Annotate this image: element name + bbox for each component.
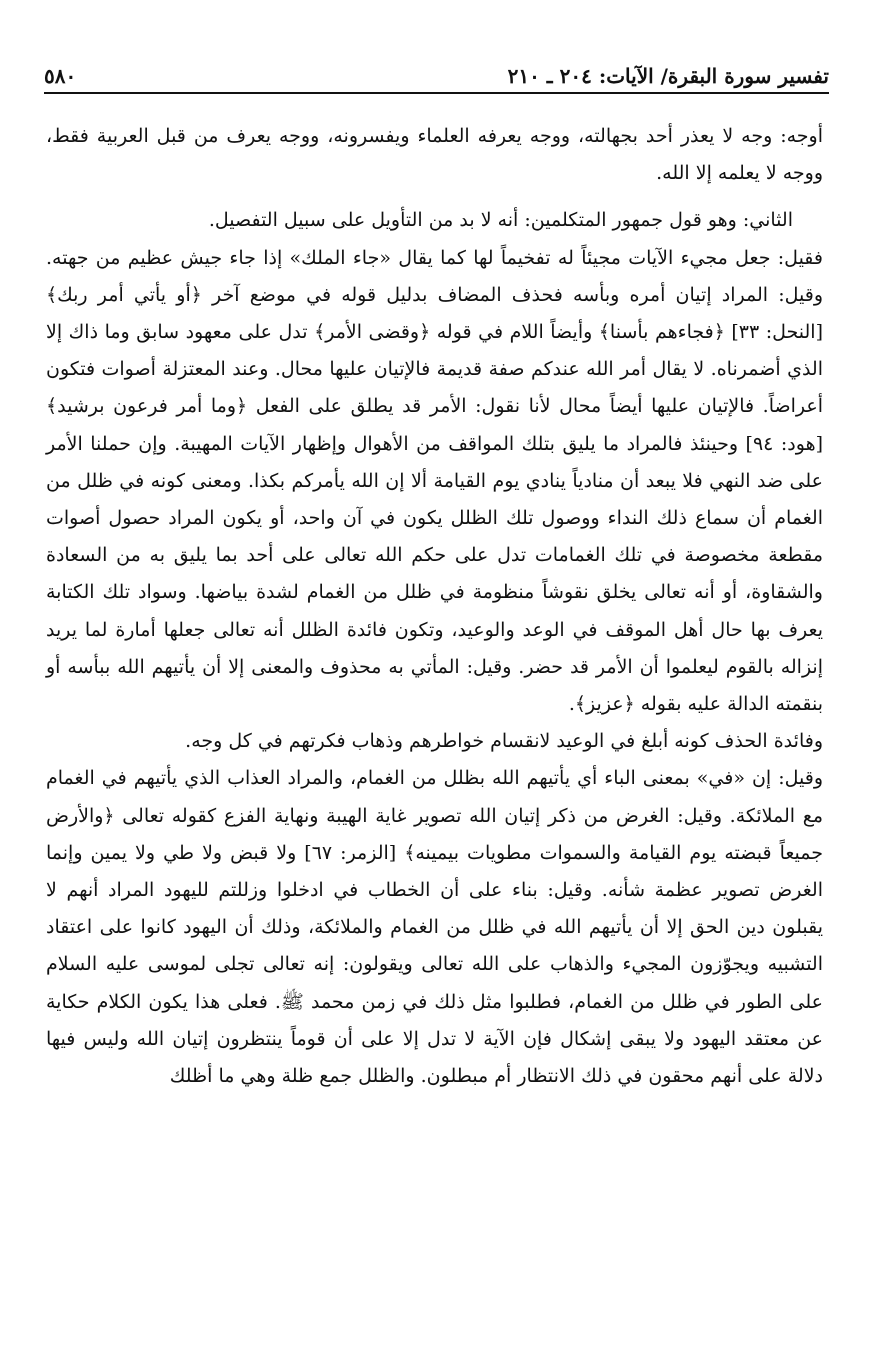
header-rule xyxy=(44,92,829,94)
paragraph: فقيل: جعل مجيء الآيات مجيئاً له تفخيماً لها كما يقال «جاء الملك» إذا جاء جيش عظيم من جهته. وقيل: المراد إتيان أمره وبأسه فحذف المضاف بدليل قوله في موضع آخر ﴿أو يأتي أمر ربك﴾ [النحل: ٣٣] ﴿فجاءهم بأسنا﴾ وأيضاً اللام في قوله ﴿وقضى الأمر﴾ تدل على معهود سابق وما ذاك إلا الذي أضمرناه. لا يقال أمر الله عندكم صفة قديمة فالإتيان عليها محال. وعند المعتزلة أصوات فتكون أعراضاً. فالإتيان عليها أيضاً محال لأنا نقول: الأمر قد يطلق على الفعل ﴿وما أمر فرعون برشيد﴾ [هود: ٩٤] وحينئذ فالمراد ما يليق بتلك المواقف من الأهوال وإظهار الآيات المهيبة. وإن حملنا الأمر على ضد النهي فلا يبعد أن منادياً ينادي يوم القيامة ألا إن الله يأمركم بكذا. ومعنى كونه في ظلل من الغمام أن سماع ذلك النداء ووصول تلك الظلل يكون في آن واحد، أو يكون المراد حصول أصوات مقطعة مخصوصة في تلك الغمامات تدل على حكم الله تعالى على أحد بما يليق به من السعادة والشقاوة، أو أنه تعالى يخلق نقوشاً منظومة في ظلل من الغمام لشدة بياضها. وسواد تلك الكتابة يعرف بها حال أهل الموقف في الوعد والوعيد، وتكون فائدة الظلل أنه تعالى جعلها أمارة لما يريد إنزاله بالقوم ليعلموا أن الأمر قد حضر. وقيل: المأتي به محذوف والمعنى إلا أن يأتيهم الله ببأسه أو بنقمته الدالة عليه بقوله ﴿عزيز﴾. xyxy=(46,246,823,716)
page-header xyxy=(44,52,829,88)
body-text xyxy=(46,118,823,1095)
paragraph: الثاني: وهو قول جمهور المتكلمين: أنه لا بد من التأويل على سبيل التفصيل. xyxy=(208,209,793,232)
paragraph: وفائدة الحذف كونه أبلغ في الوعيد لانقسام خواطرهم وذهاب فكرتهم في كل وجه. xyxy=(185,730,823,753)
paragraph: وقيل: إن «في» بمعنى الباء أي يأتيهم الله بظلل من الغمام، والمراد العذاب الذي يأتيهم في الغمام مع الملائكة. وقيل: الغرض من ذكر إتيان الله تصوير غاية الهيبة ونهاية الفزع كقوله تعالى ﴿والأرض جميعاً قبضته يوم القيامة والسموات مطويات بيمينه﴾ [الزمر: ٦٧] ولا قبض ولا طي ولا يمين وإنما الغرض تصوير عظمة شأنه. وقيل: بناء على أن الخطاب في ادخلوا وزللتم لليهود المراد أنهم لا يقبلون دين الحق إلا أن يأتيهم الله في ظلل من الغمام والملائكة، وذلك أن اليهود كانوا على اعتقاد التشبيه ويجوّزون المجيء والذهاب على الله تعالى ويقولون: إنه تعالى تجلى لموسى عليه السلام على الطور في ظلل من الغمام، فطلبوا مثل ذلك في زمن محمد ﷺ. فعلى هذا يكون الكلام حكاية عن معتقد اليهود ولا يبقى إشكال فإن الآية لا تدل إلا على أن قوماً ينتظرون إتيان الله وليس فيها دلالة على أنهم محقون في ذلك الانتظار أم مبطلون. والظلل جمع ظلة وهي ما أظلك xyxy=(46,767,823,1088)
page-number: ٥٨٠ xyxy=(44,64,77,88)
paragraph: أوجه: وجه لا يعذر أحد بجهالته، ووجه يعرفه العلماء ويفسرونه، ووجه يعرف من قبل العربية فقط، ووجه لا يعلمه إلا الله. xyxy=(46,125,824,185)
running-title: تفسير سورة البقرة/ الآيات: ٢٠٤ ـ ٢١٠ xyxy=(507,64,829,88)
